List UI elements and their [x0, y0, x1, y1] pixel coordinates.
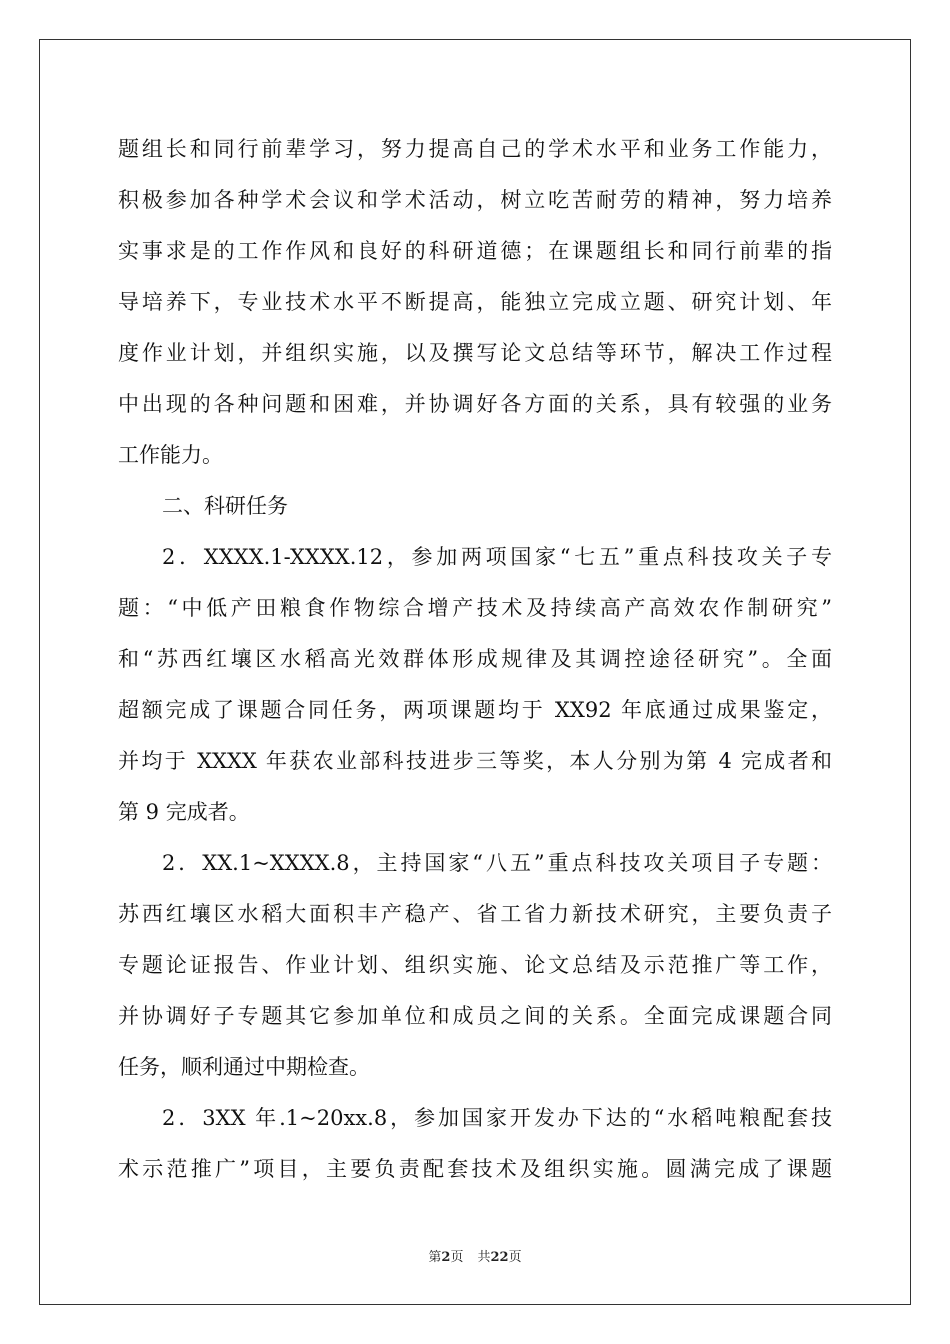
text-line: 苏西红壤区水稻大面积丰产稳产、省工省力新技术研究，主要负责子 — [118, 902, 832, 926]
text-line: 第 9 完成者。 — [118, 800, 250, 824]
text-line: 积极参加各种学术会议和学术活动，树立吃苦耐劳的精神，努力培养 — [118, 188, 832, 212]
page-total: 22 — [490, 1250, 509, 1265]
document-body — [118, 124, 832, 1195]
text-line: 2．XX.1~XXXX.8，主持国家“八五”重点科技攻关项目子专题： — [162, 851, 832, 875]
text-line: 并协调好子专题其它参加单位和成员之间的关系。全面完成课题合同 — [118, 1004, 832, 1028]
text-line: 并均于 XXXX 年获农业部科技进步三等奖，本人分别为第 4 完成者和 — [118, 749, 832, 773]
text-line: 实事求是的工作作风和良好的科研道德；在课题组长和同行前辈的指 — [118, 239, 832, 263]
page-prefix: 第 — [428, 1250, 442, 1265]
text-line: 题：“中低产田粮食作物综合增产技术及持续高产高效农作制研究” — [118, 596, 832, 620]
text-line: 导培养下，专业技术水平不断提高，能独立完成立题、研究计划、年 — [118, 290, 832, 314]
text-line: 工作能力。 — [118, 443, 223, 467]
text-line: 2．XXXX.1-XXXX.12，参加两项国家“七五”重点科技攻关子专 — [162, 545, 832, 569]
text-line: 和“苏西红壤区水稻高光效群体形成规律及其调控途径研究”。全面 — [118, 647, 832, 671]
text-line: 度作业计划，并组织实施，以及撰写论文总结等环节，解决工作过程 — [118, 341, 832, 365]
text-line: 中出现的各种问题和困难，并协调好各方面的关系，具有较强的业务 — [118, 392, 832, 416]
text-line: 超额完成了课题合同任务，两项课题均于 XX92 年底通过成果鉴定， — [118, 698, 832, 722]
page-current: 2 — [441, 1250, 451, 1265]
text-line: 题组长和同行前辈学习，努力提高自己的学术水平和业务工作能力， — [118, 137, 832, 161]
total-suffix: 页 — [508, 1250, 522, 1265]
text-line: 术示范推广”项目，主要负责配套技术及组织实施。圆满完成了课题 — [118, 1157, 832, 1181]
section-heading: 二、科研任务 — [162, 494, 288, 518]
text-line: 专题论证报告、作业计划、组织实施、论文总结及示范推广等工作， — [118, 953, 832, 977]
total-prefix: 共 — [477, 1250, 491, 1265]
text-line: 任务，顺利通过中期检查。 — [118, 1055, 370, 1079]
page-footer — [0, 1246, 950, 1265]
page-suffix: 页 — [450, 1250, 464, 1265]
text-line: 2．3XX 年.1~20xx.8，参加国家开发办下达的“水稻吨粮配套技 — [162, 1106, 832, 1130]
